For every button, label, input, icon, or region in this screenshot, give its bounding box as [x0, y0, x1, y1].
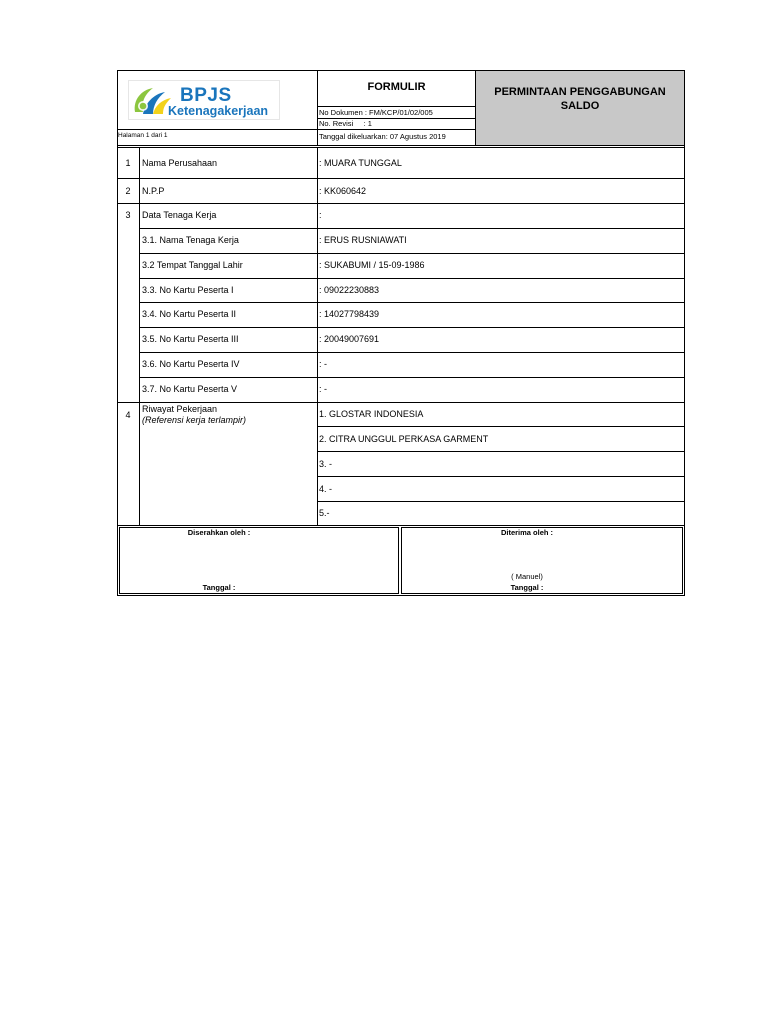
row-value: : 14027798439	[319, 309, 380, 319]
row-value: : -	[319, 359, 327, 369]
received-by-label: Diterima oleh :	[500, 528, 554, 537]
row-value: : -	[319, 384, 327, 394]
title-box	[476, 71, 684, 145]
row-value: :	[319, 210, 322, 220]
work-history-item: 2. CITRA UNGGUL PERKASA GARMENT	[319, 434, 489, 444]
work-history-item: 3. -	[319, 459, 333, 469]
work-history-note: (Referensi kerja terlampir)	[142, 415, 247, 425]
logo-bpjs-text: BPJS	[180, 85, 232, 106]
logo	[128, 80, 280, 120]
row-value: : SUKABUMI / 15-09-1986	[319, 260, 425, 270]
row-label: 3.1. Nama Tenaga Kerja	[142, 235, 239, 245]
work-history-item: 1. GLOSTAR INDONESIA	[319, 409, 424, 419]
row-number: 4	[125, 410, 131, 420]
received-date-label: Tanggal :	[510, 583, 544, 592]
submitted-date-label: Tanggal :	[202, 583, 236, 592]
row-value: : KK060642	[319, 186, 367, 196]
row-label: 3.2 Tempat Tanggal Lahir	[142, 260, 243, 270]
logo-sub-text: Ketenagakerjaan	[168, 104, 269, 118]
work-history-item: 5.-	[319, 508, 330, 518]
row-label: 3.4. No Kartu Peserta II	[142, 309, 237, 319]
receiver-name: ( Manuel)	[511, 572, 543, 581]
row-label: Data Tenaga Kerja	[142, 210, 217, 220]
submitted-by-label: Diserahkan oleh :	[187, 528, 251, 537]
row-value: : 20049007691	[319, 334, 380, 344]
row-label: N.P.P	[142, 186, 165, 196]
doc-number: No Dokumen : FM/KCP/01/02/005	[319, 108, 433, 117]
revision-number: No. Revisi : 1	[319, 119, 372, 128]
row-label: 3.6. No Kartu Peserta IV	[142, 359, 240, 369]
row-value: : MUARA TUNGGAL	[319, 158, 402, 168]
work-history-item: 4. -	[319, 484, 333, 494]
row-value: : ERUS RUSNIAWATI	[319, 235, 407, 245]
row-number: 3	[125, 210, 131, 220]
issued-date: Tanggal dikeluarkan: 07 Agustus 2019	[319, 132, 446, 141]
row-label: Nama Perusahaan	[142, 158, 218, 168]
row-label: 3.5. No Kartu Peserta III	[142, 334, 239, 344]
page-info: Halaman 1 dari 1	[118, 132, 168, 139]
work-history-label: Riwayat Pekerjaan	[142, 404, 218, 414]
row-number: 2	[125, 186, 131, 196]
row-label: 3.3. No Kartu Peserta I	[142, 285, 234, 295]
form-title-line1: PERMINTAAN PENGGABUNGAN	[494, 86, 666, 98]
row-label: 3.7. No Kartu Peserta V	[142, 384, 238, 394]
row-number: 1	[125, 158, 131, 168]
form-title-line2: SALDO	[560, 100, 600, 112]
row-value: : 09022230883	[319, 285, 380, 295]
form-label: FORMULIR	[367, 81, 426, 93]
